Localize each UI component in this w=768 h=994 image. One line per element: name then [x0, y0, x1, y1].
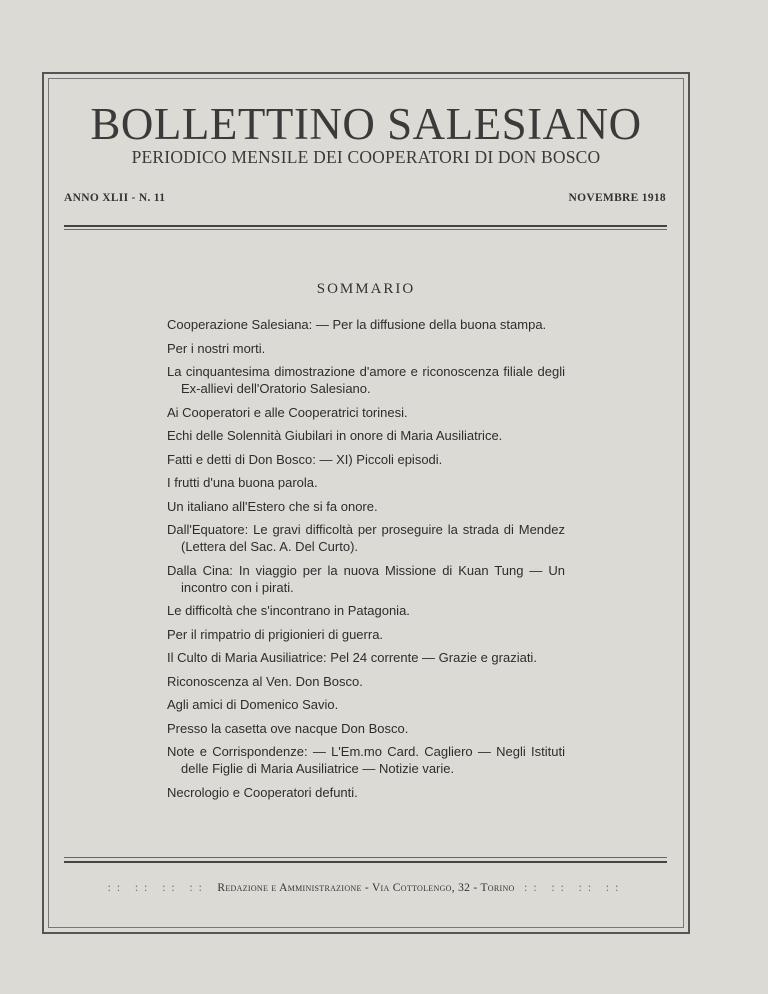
footer-address: Redazione e Amministrazione - Via Cottolengo, 32 - Torino — [217, 882, 515, 894]
magazine-subtitle: PERIODICO MENSILE DEI COOPERATORI DI DON BOSCO — [131, 147, 601, 167]
header-rule-thick — [64, 225, 667, 227]
table-of-contents — [167, 316, 565, 807]
toc-item: Dalla Cina: In viaggio per la nuova Missione di Kuan Tung — Un incontro con i pirati. — [167, 562, 565, 595]
issue-date: NOVEMBRE 1918 — [568, 192, 666, 204]
toc-item: I frutti d'una buona parola. — [167, 475, 318, 490]
magazine-title: BOLLETTINO SALESIANO — [90, 99, 642, 149]
publisher-footer — [48, 882, 684, 894]
toc-item: Cooperazione Salesiana: — Per la diffusione della buona stampa. — [167, 317, 547, 332]
toc-item: Agli amici di Domenico Savio. — [167, 697, 339, 712]
toc-item: Per i nostri morti. — [167, 340, 266, 356]
sommario-heading: SOMMARIO — [316, 281, 416, 297]
toc-item: Ai Cooperatori e alle Cooperatrici torinesi. — [167, 404, 408, 420]
toc-item: Dall'Equatore: Le gravi difficoltà per proseguire la strada di Mendez (Lettera del Sac. A. Del Curto). — [167, 522, 565, 554]
toc-item: Un italiano all'Estero che si fa onore. — [167, 498, 378, 514]
toc-item: Echi delle Solennità Giubilari in onore di Maria Ausiliatrice. — [167, 428, 503, 443]
toc-item: Note e Corrispondenze: — L'Em.mo Card. Cagliero — Negli Istituti delle Figlie di Maria Ausiliatrice — Notizie varie. — [167, 744, 565, 776]
footer-rule-thick — [64, 861, 667, 863]
toc-item: Necrologio e Cooperatori defunti. — [167, 784, 358, 800]
issue-number: ANNO XLII - N. 11 — [64, 192, 166, 204]
toc-item: Presso la casetta ove nacque Don Bosco. — [167, 720, 409, 736]
footer-ornament-left: :: :: :: :: — [107, 882, 208, 894]
footer-rule-thin — [64, 857, 667, 858]
toc-item: Le difficoltà che s'incontrano in Patagonia. — [167, 603, 410, 618]
toc-item: Riconoscenza al Ven. Don Bosco. — [167, 673, 363, 689]
header-rule-thin — [64, 229, 667, 230]
footer-ornament-right: :: :: :: :: — [524, 882, 625, 894]
toc-item: Il Culto di Maria Ausiliatrice: Pel 24 corrente — Grazie e graziati. — [167, 650, 537, 665]
toc-item: La cinquantesima dimostrazione d'amore e riconoscenza filiale degli Ex-allievi dell'Oratorio Salesiano. — [167, 364, 565, 396]
toc-item: Per il rimpatrio di prigionieri di guerra. — [167, 626, 384, 642]
toc-item: Fatti e detti di Don Bosco: — XI) Piccoli episodi. — [167, 451, 443, 467]
